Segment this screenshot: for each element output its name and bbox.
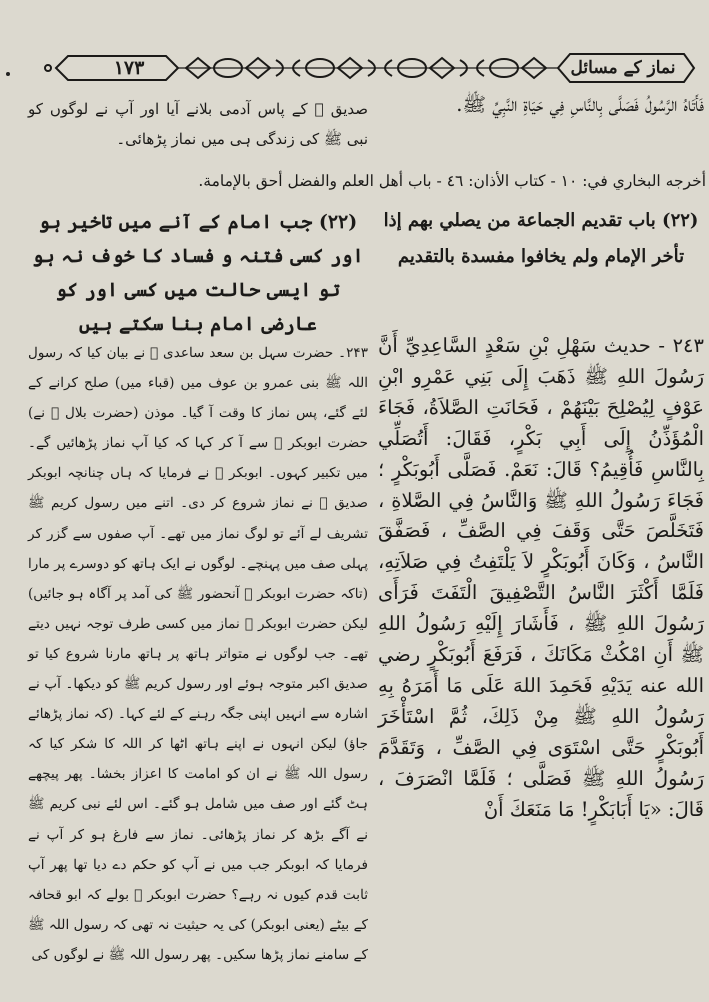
- hadith-urdu-translation: ۲۴۳۔ حضرت سہل بن سعد ساعدی ﷛ نے بیان کیا کہ رسول اللہ ﷺ بنی عمرو بن عوف میں (قباء میں) صلح کرانے کے لئے گئے، پس نماز کا وقت آ گیا۔ موذن (حضرت بلال ﷛ نے) حضرت ابوبکر ﷛ سے آ کر کہا کہ کیا آپ نماز پڑھائیں گے۔ میں تکبیر کہوں۔ ابوبکر ﷛ نے فرمایا کہ ہاں چنانچہ ابوبکر صدیق ﷛ نے نماز شروع کر دی۔ اتنے میں رسول کریم ﷺ تشریف لے آئے تو لوگ نماز میں تھے۔ آپ صفوں سے گزر کر پہلی صف میں پہنچے۔ لوگوں نے ایک ہاتھ کو دوسرے پر مارا (تاکہ حضرت ابوبکر ﷛ آنحضور ﷺ کی آمد پر آگاہ ہو جائیں) لیکن حضرت ابوبکر ﷛ نماز میں کسی طرف توجہ نہیں دیتے تھے۔ جب لوگوں نے متواتر ہاتھ پر ہاتھ مارنا شروع کیا تو صدیق اکبر متوجہ ہوئے اور رسول کریم ﷺ کو دیکھا۔ آپ نے اشارہ سے انہیں اپنی جگہ رہنے کے لئے کہا۔ (کہ نماز پڑھائے جاؤ) لیکن انہوں نے اپنے ہاتھ اٹھا کر اللہ کا شکر کیا کہ رسول اللہ ﷺ نے ان کو امامت کا اعزاز بخشا۔ پھر پیچھے ہٹ گئے اور صف میں شامل ہو گئے۔ اس لئے نبی کریم ﷺ نے آگے بڑھ کر نماز پڑھائی۔ نماز سے فارغ ہو کر آپ نے فرمایا کہ ابوبکر جب میں نے آپ کو حکم دے دیا تھا پھر آپ ثابت قدم کیوں نہ رہے؟ حضرت ابوبکر ﷛ بولے کہ ابو قحافہ کے بیٹے (یعنی ابوبکر) کی یہ حیثیت نہ تھی کہ رسول اللہ ﷺ کے سامنے نماز پڑھا سکیں۔ پھر رسول اللہ ﷺ نے لوگوں کی: [28, 345, 368, 963]
- hadith-arabic-text: ٢٤٣ - حديث سَهْلِ بْنِ سَعْدٍ السَّاعِدِيِّ أَنَّ رَسُولَ اللهِ ﷺ ذَهَبَ إِلَى بَنِي عَمْرِو ابْنِ عَوْفٍ لِيُصْلِحَ بَيْنَهُمْ ، فَحَانَتِ الصَّلاَةُ، فَجَاءَ الْمُؤَذِّنُ إِلَى أَبِي بَكْرٍ، فَقَالَ: أَتُصَلِّي بِالنَّاسِ فَأُقِيمُ؟ قَالَ: نَعَمْ. فَصَلَّى أَبُوبَكْرٍ ؛ فَجَاءَ رَسُولُ اللهِ ﷺ وَالنَّاسُ فِي الصَّلاةِ ، فَتَخَلَّصَ حَتَّى وَقَفَ فِي الصَّفِّ ، فَصَفَّقَ النَّاسُ ، وَكَانَ أَبُوبَكْرٍ لاَ يَلْتَفِتُ فِي صَلاَتِهِ، فَلَمَّا أَكْثَرَ النَّاسُ التَّصْفِيقَ الْتَفَتَ فَرَأَى رَسُولَ اللهِ ﷺ ، فَأَشَارَ إِلَيْهِ رَسُولُ اللهِ ﷺ أَنِ امْكُثْ مَكَانَكَ ، فَرَفَعَ أَبُوبَكْرٍ رضي الله عنه يَدَيْهِ فَحَمِدَ اللهَ عَلَى مَا أَمَرَهُ بِهِ رَسُولُ اللهِ ﷺ مِنْ ذَلِكَ، ثُمَّ اسْتَأْخَرَ أَبُوبَكْرٍ حَتَّى اسْتَوَى فِي الصَّفِّ ، وَتَقَدَّمَ رَسُولُ اللهِ ﷺ فَصَلَّى ؛ فَلَمَّا انْصَرَفَ ، قَالَ: «يَا أَبَابَكْرٍ! مَا مَنَعَكَ أَنْ: [378, 334, 704, 821]
- hadith-source-line: أخرجه البخاري في: ١٠ - كتاب الأذان: ٤٦ - باب أهل العلم والفضل أحق بالإمامة.: [198, 172, 706, 190]
- chapter-heading-urdu: (۲۲) جب امام کے آنے میں تاخیر ہو اور کسی فتنہ و فساد کا خوف نہ ہو تو ایسی حالت میں کسی اور کو عارضی امام بنا سکتے ہیں: [32, 211, 364, 335]
- arabic-top-text: فَأَتَاهُ الرَّسُولُ فَصَلَّى بِالنَّاسِ فِي حَيَاةِ النَّبِيِّ ﷺ.: [456, 93, 704, 116]
- book-title: نماز کے مسائل: [570, 58, 676, 78]
- chapter-heading-arabic: (٢٢) باب تقديم الجماعة من يصلي بهم إذا تأخر الإمام ولم يخافوا مفسدة بالتقديم: [383, 210, 699, 267]
- page-header: [38, 50, 698, 86]
- margin-dot: [6, 72, 10, 76]
- urdu-top-text: صدیق ﷛ کے پاس آدمی بلانے آیا اور آپ نے لوگوں کو نبی ﷺ کی زندگی ہی میں نماز پڑھائی۔: [28, 100, 368, 148]
- page-number: ۱۷۳: [113, 57, 145, 79]
